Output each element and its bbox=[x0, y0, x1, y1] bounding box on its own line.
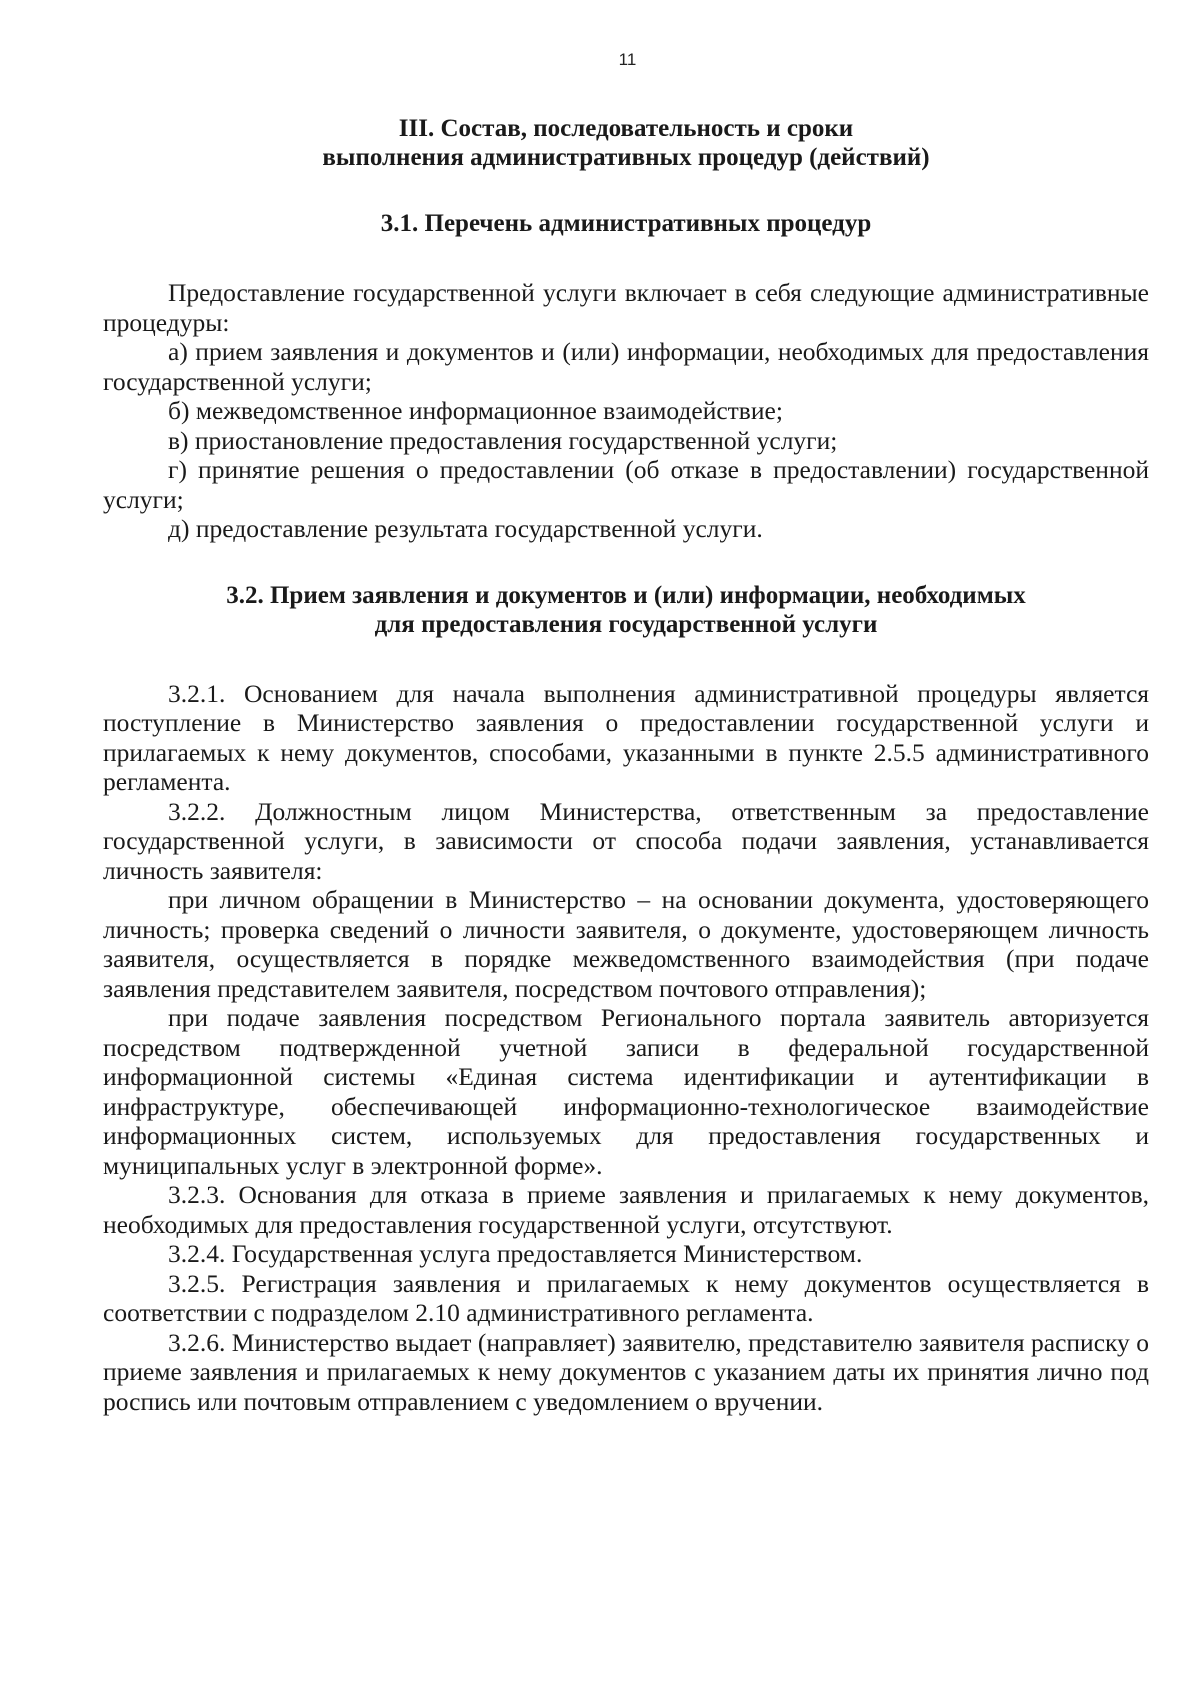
list-item: г) принятие решения о предоставлении (об отказе в предоставлении) государственной услуги; bbox=[103, 455, 1149, 514]
subsection-heading-line: для предоставления государственной услуги bbox=[374, 610, 878, 638]
list-item: в) приостановление предоставления государственной услуги; bbox=[168, 425, 838, 455]
paragraph: Предоставление государственной услуги включает в себя следующие административные процедуры: bbox=[103, 278, 1149, 337]
subsection-heading-3-2 bbox=[103, 581, 1149, 639]
subsection-heading-3-1: 3.1. Перечень административных процедур bbox=[380, 210, 872, 237]
section-heading-line: III. Состав, последовательность и сроки bbox=[398, 115, 854, 142]
paragraph: 3.2.5. Регистрация заявления и прилагаемых к нему документов осуществляется в соответствии с подразделом 2.10 административного регламента. bbox=[103, 1268, 1149, 1327]
list-item: б) межведомственное информационное взаимодействие; bbox=[168, 396, 783, 425]
list-item: а) прием заявления и документов и (или) информации, необходимых для предоставления государственной услуги; bbox=[103, 337, 1149, 396]
paragraph: 3.2.4. Государственная услуга предоставляется Министерством. bbox=[168, 1239, 863, 1268]
paragraph: при личном обращении в Министерство – на основании документа, удостоверяющего личность; проверка сведений о личности заявителя, о документе, удостоверяющем личность заявителя, осуществляется в порядке межведомственного взаимодействия (при подаче заявления представителем заявителя, посредством почтового отправления); bbox=[103, 885, 1149, 1003]
section-heading bbox=[103, 114, 1149, 172]
section-heading-line: выполнения административных процедур (действий) bbox=[322, 144, 930, 171]
list-item: д) предоставление результата государственной услуги. bbox=[168, 514, 763, 543]
paragraph: 3.2.3. Основания для отказа в приеме заявления и прилагаемых к нему документов, необходимых для предоставления государственной услуги, отсутствуют. bbox=[103, 1180, 1149, 1239]
paragraph: при подаче заявления посредством Регионального портала заявитель авторизуется посредством подтвержденной учетной записи в федеральной государственной информационной системы «Единая система идентификации и аутентификации в инфраструктуре, обеспечивающей информационно-технологическое взаимодействие информационных систем, используемых для предоставления государственных и муниципальных услуг в электронной форме». bbox=[103, 1003, 1149, 1180]
subsection-heading-line: 3.2. Прием заявления и документов и (или) информации, необходимых bbox=[226, 581, 1026, 609]
subsection-3-1-body bbox=[103, 278, 1149, 544]
page-number: 11 bbox=[618, 50, 637, 69]
paragraph: 3.2.2. Должностным лицом Министерства, ответственным за предоставление государственной услуги, в зависимости от способа подачи заявления, устанавливается личность заявителя: bbox=[103, 796, 1149, 885]
paragraph: 3.2.6. Министерство выдает (направляет) заявителю, представителю заявителя расписку о приеме заявления и прилагаемых к нему документов с указанием даты их принятия лично под роспись или почтовым отправлением с уведомлением о вручении. bbox=[103, 1327, 1149, 1416]
paragraph: 3.2.1. Основанием для начала выполнения административной процедуры является поступление в Министерство заявления о предоставлении государственной услуги и прилагаемых к нему документов, способами, указанными в пункте 2.5.5 административного регламента. bbox=[103, 678, 1149, 796]
document-body bbox=[103, 114, 1149, 1416]
subsection-3-2-body bbox=[103, 679, 1149, 1417]
